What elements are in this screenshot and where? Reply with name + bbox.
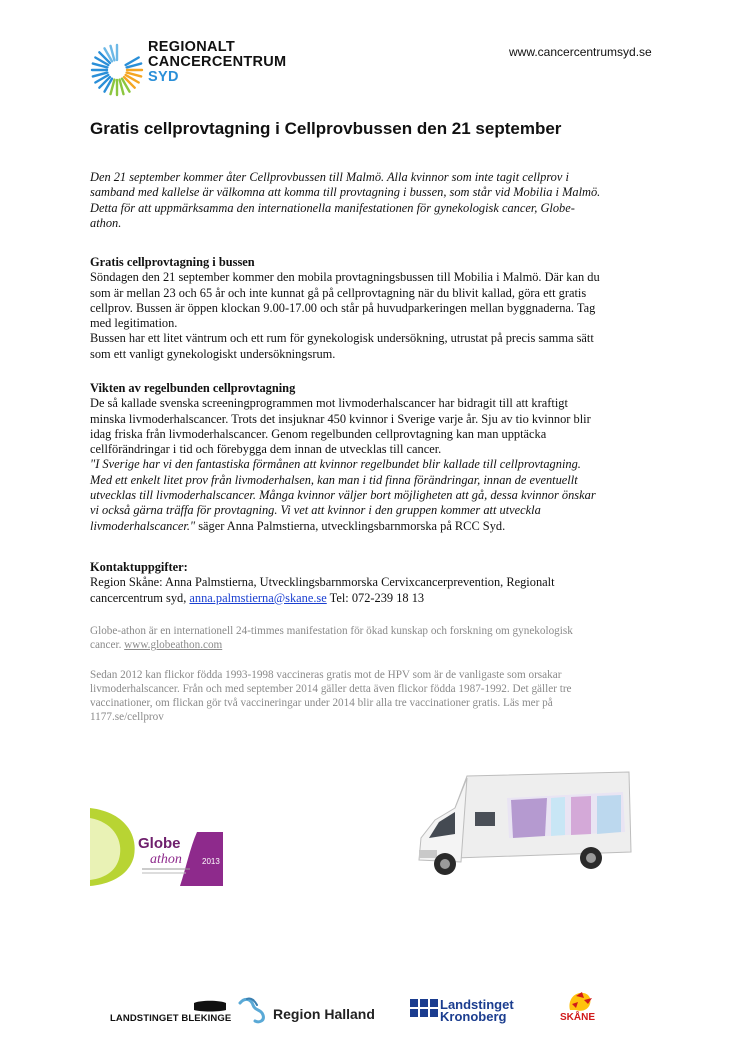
athon-word: athon bbox=[150, 852, 182, 867]
contact-phone: Tel: 072-239 18 13 bbox=[326, 590, 425, 605]
body-line: Söndagen den 21 september kommer den mobila provtagningsbussen till Mobilia i Malmö. Där kan du bbox=[90, 270, 600, 285]
section-contact bbox=[90, 560, 662, 606]
body-line: med legitimation. bbox=[90, 316, 178, 331]
note-line-2 bbox=[90, 638, 662, 652]
section-heading: Vikten av regelbunden cellprovtagning bbox=[90, 381, 296, 395]
kronoberg-line-1: Landstinget bbox=[440, 997, 514, 1012]
globeathon-link[interactable]: www.globeathon.com bbox=[124, 639, 223, 651]
note-line: 1177.se/cellprov bbox=[90, 711, 164, 723]
section-regular-screening bbox=[90, 381, 662, 534]
quote-attribution: säger Anna Palmstierna, utvecklingsbarnmorska på RCC Syd. bbox=[195, 518, 506, 533]
body-line: Bussen har ett litet väntrum och ett rum för gynekologisk undersökning, utrustat på precis samma sätt bbox=[90, 331, 594, 346]
logo-line-3: SYD bbox=[148, 69, 179, 85]
kronoberg-wordmark bbox=[440, 999, 514, 1023]
globeathon-logo-image bbox=[90, 808, 223, 886]
blekinge-wordmark: LANDSTINGET BLEKINGE bbox=[110, 1013, 232, 1024]
quote-closing-line bbox=[90, 519, 662, 534]
note-line: Sedan 2012 kan flickor födda 1993-1998 vaccineras gratis mot de HPV som är de vanligaste som orsakar bbox=[90, 669, 562, 681]
cellprov-bus-image bbox=[415, 768, 633, 884]
intro-paragraph bbox=[90, 170, 662, 231]
quote-line: Med ett enkelt litet prov från livmoderhalsen, kan man i tid finna förändringar, innan de eventuellt bbox=[90, 472, 578, 487]
body-line: De så kallade svenska screeningprogrammen mot livmoderhalscancer har bidragit till att kraftigt bbox=[90, 396, 568, 411]
intro-line: athon. bbox=[90, 215, 122, 230]
contact-line-2 bbox=[90, 591, 662, 606]
note-prefix: cancer. bbox=[90, 639, 125, 651]
note-line: Globe-athon är en internationell 24-timmes manifestation för ökad kunskap och forskning om gynekologisk bbox=[90, 625, 573, 637]
body-line: idag friska från livmoderhalscancer. Genom regelbunden cellprovtagning kan man upptäcka bbox=[90, 426, 547, 441]
body-line: minska livmoderhalscancer. Trots det insjuknar 450 kvinnor i Sverige varje år. Sju av tio kvinnor blir bbox=[90, 411, 591, 426]
globeathon-note bbox=[90, 624, 662, 652]
body-line: cellförändringar i tid och förebygga dem innan de utvecklas till cancer. bbox=[90, 442, 442, 457]
logo-line-2: CANCERCENTRUM bbox=[148, 54, 287, 70]
kronoberg-line-2: Kronoberg bbox=[440, 1009, 507, 1024]
quote-line: "I Sverige har vi den fantastiska förmånen att kvinnor regelbundet blir kallade till cellprovtagning. bbox=[90, 457, 581, 472]
section-heading: Gratis cellprovtagning i bussen bbox=[90, 255, 255, 269]
contact-prefix: cancercentrum syd, bbox=[90, 590, 190, 605]
halland-coast-icon bbox=[237, 995, 271, 1025]
kronoberg-blocks-icon bbox=[410, 999, 438, 1023]
contact-line: Region Skåne: Anna Palmstierna, Utvecklingsbarnmorska Cervixcancerprevention, Regionalt bbox=[90, 575, 555, 590]
skane-griffin-icon bbox=[562, 990, 598, 1014]
skane-wordmark: SKÅNE bbox=[560, 1012, 596, 1023]
note-line: livmoderhalscancer. Från och med september 2014 gäller detta även flickor födda 1987-1992. Det gäller tre bbox=[90, 683, 572, 695]
rcc-syd-logo-text bbox=[148, 40, 286, 85]
quote-last: livmoderhalscancer." bbox=[90, 518, 196, 533]
body-line: som ett vanligt gynekologiskt undersökningsrum. bbox=[90, 346, 336, 361]
page-title: Gratis cellprovtagning i Cellprovbussen den 21 september bbox=[90, 119, 562, 138]
halland-wordmark: Region Halland bbox=[273, 1006, 375, 1022]
quote-line: utvecklas till livmoderhalscancer. Många kvinnor väljer bort möjligheten att gå, dessa kvinnor önskar bbox=[90, 488, 596, 503]
logo-line-1: REGIONALT bbox=[148, 39, 236, 55]
section-free-screening bbox=[90, 255, 662, 362]
section-heading: Kontaktuppgifter: bbox=[90, 560, 188, 574]
globe-word: Globe bbox=[138, 835, 181, 852]
website-url[interactable]: www.cancercentrumsyd.se bbox=[509, 45, 652, 59]
intro-line: Den 21 september kommer åter Cellprovbussen till Malmö. Alla kvinnor som inte tagit cellprov i bbox=[90, 170, 569, 184]
intro-line: samband med kallelse är välkomna att komma till provtagning i bussen, som står vid Mobilia i Malmö. bbox=[90, 185, 601, 200]
body-line: cellprov. Bussen är öppen klockan 9.00-17.00 och står på huvudparkeringen mellan byggnaderna. Tag bbox=[90, 300, 596, 315]
body-line: som är mellan 23 och 65 år och inte kunnat gå på cellprovtagning när du blivit kallad, göra ett gratis bbox=[90, 285, 587, 300]
email-link[interactable]: anna.palmstierna@skane.se bbox=[189, 590, 327, 605]
hpv-vaccine-note bbox=[90, 668, 662, 724]
year-label: 2013 bbox=[202, 857, 220, 866]
intro-line: Detta för att uppmärksamma den internationella manifestationen för gynekologisk cancer, Globe- bbox=[90, 200, 575, 215]
quote-line: vi också gärna träffa för provtagning. Vi vet att kvinnor i den gruppen kommer att utveckla bbox=[90, 503, 541, 518]
note-line: vaccinationer, om flickan gör två vaccineringar under 2014 blir alla tre vaccinationer gratis. Läs mer på bbox=[90, 697, 553, 709]
